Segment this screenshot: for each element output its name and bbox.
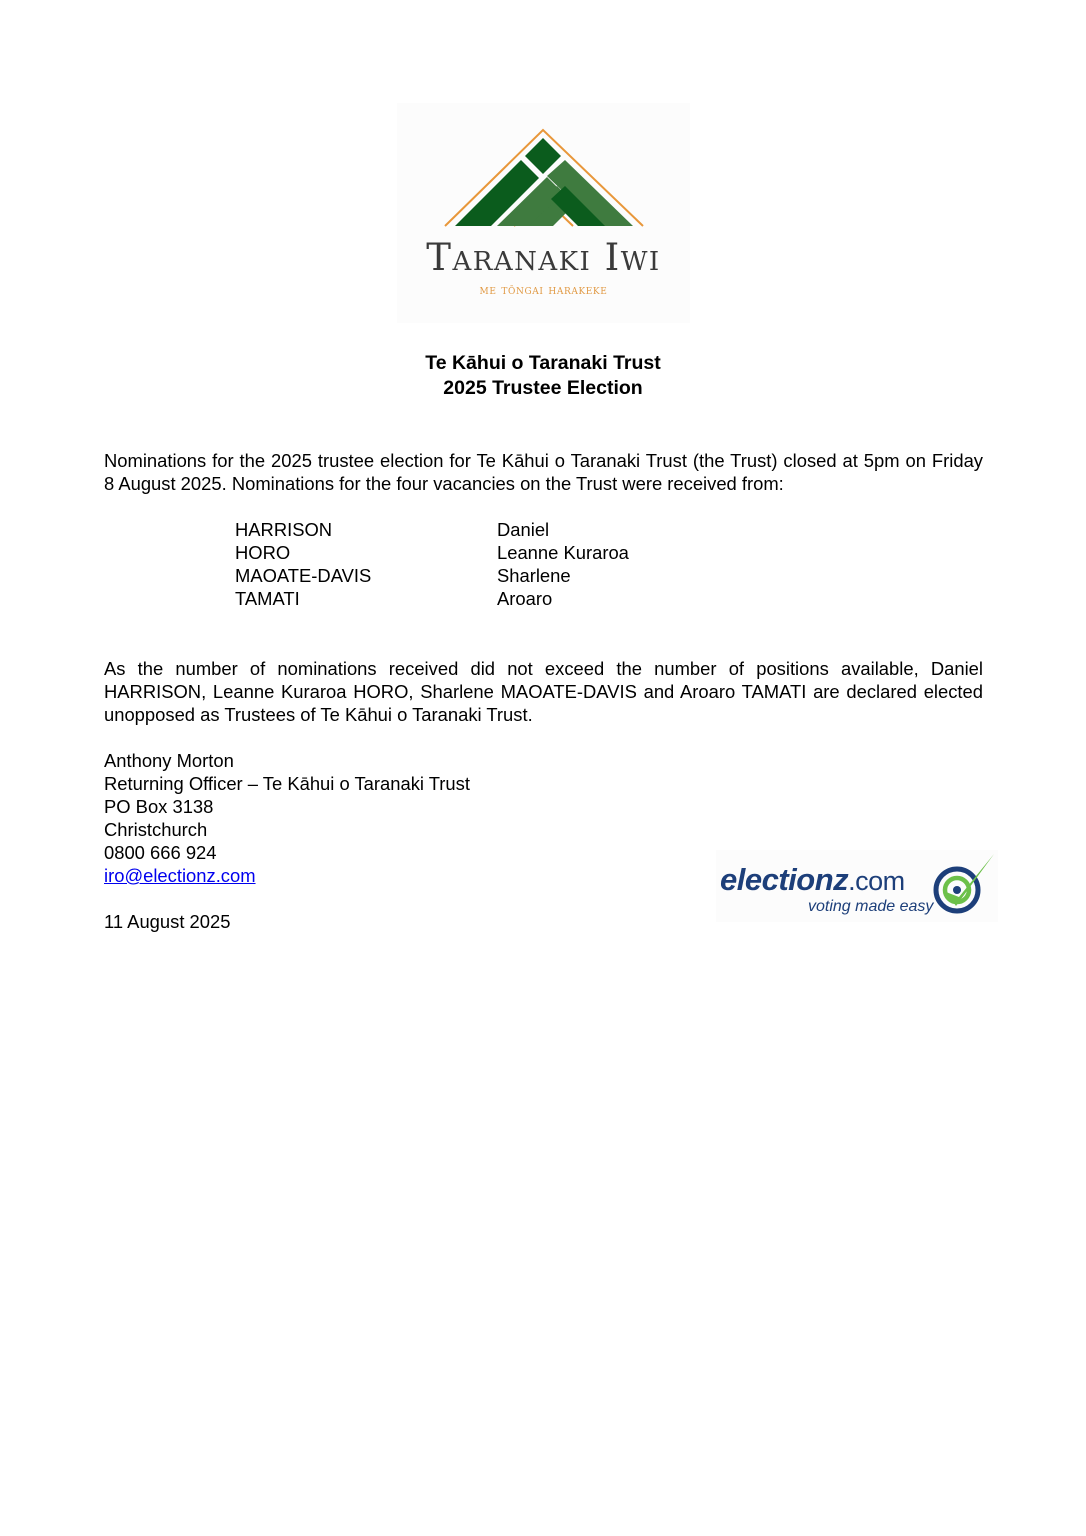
nominee-row — [235, 541, 629, 564]
city: Christchurch — [104, 819, 208, 840]
electionz-logo — [716, 850, 998, 922]
heading-trust-name: Te Kāhui o Taranaki Trust — [425, 352, 661, 374]
nominee-surname: TAMATI — [235, 588, 300, 609]
po-box: PO Box 3138 — [104, 796, 214, 817]
nominee-surname: HARRISON — [235, 519, 333, 540]
heading-election-title: 2025 Trustee Election — [443, 377, 643, 399]
phone-number: 0800 666 924 — [104, 842, 217, 863]
nominee-row — [235, 587, 629, 610]
nominee-given-names: Aroaro — [497, 588, 553, 609]
mountain-roof-icon — [397, 103, 690, 233]
document-heading — [0, 351, 1086, 401]
result-paragraph: As the number of nominations received did not exceed the number of positions available, Daniel HARRISON, Leanne Kuraroa HORO, Sharlene MAOATE-DAVIS and Aroaro TAMATI are declared elected unopposed as Trustees of Te Kāhui o Taranaki Trust. — [104, 658, 983, 725]
logo-tagline: me tōngai harakeke — [479, 282, 608, 298]
document-date: 11 August 2025 — [104, 911, 231, 932]
electionz-wordmark — [720, 864, 905, 895]
officer-title: Returning Officer – Te Kāhui o Taranaki Trust — [104, 773, 470, 794]
taranaki-iwi-logo — [397, 103, 690, 323]
electionz-tagline: voting made easy — [808, 898, 934, 915]
koru-check-icon — [932, 852, 996, 918]
officer-name: Anthony Morton — [104, 750, 234, 771]
nominees-list — [235, 518, 629, 610]
nominee-given-names: Daniel — [497, 519, 550, 540]
nominee-given-names: Leanne Kuraroa — [497, 542, 629, 563]
electionz-suffix: .com — [848, 866, 905, 896]
email-link[interactable]: iro@electionz.com — [104, 865, 256, 886]
nominee-given-names: Sharlene — [497, 565, 571, 586]
logo-title: Taranaki Iwi — [426, 236, 661, 279]
nominee-row — [235, 518, 629, 541]
intro-paragraph: Nominations for the 2025 trustee election for Te Kāhui o Taranaki Trust (the Trust) closed at 5pm on Friday 8 August 2025. Nominations for the four vacancies on the Trust were received from: — [104, 450, 983, 494]
nominee-surname: MAOATE-DAVIS — [235, 565, 372, 586]
nominee-row — [235, 564, 629, 587]
nominee-surname: HORO — [235, 542, 291, 563]
signature-block — [104, 749, 470, 887]
electionz-word: electionz — [720, 862, 849, 897]
